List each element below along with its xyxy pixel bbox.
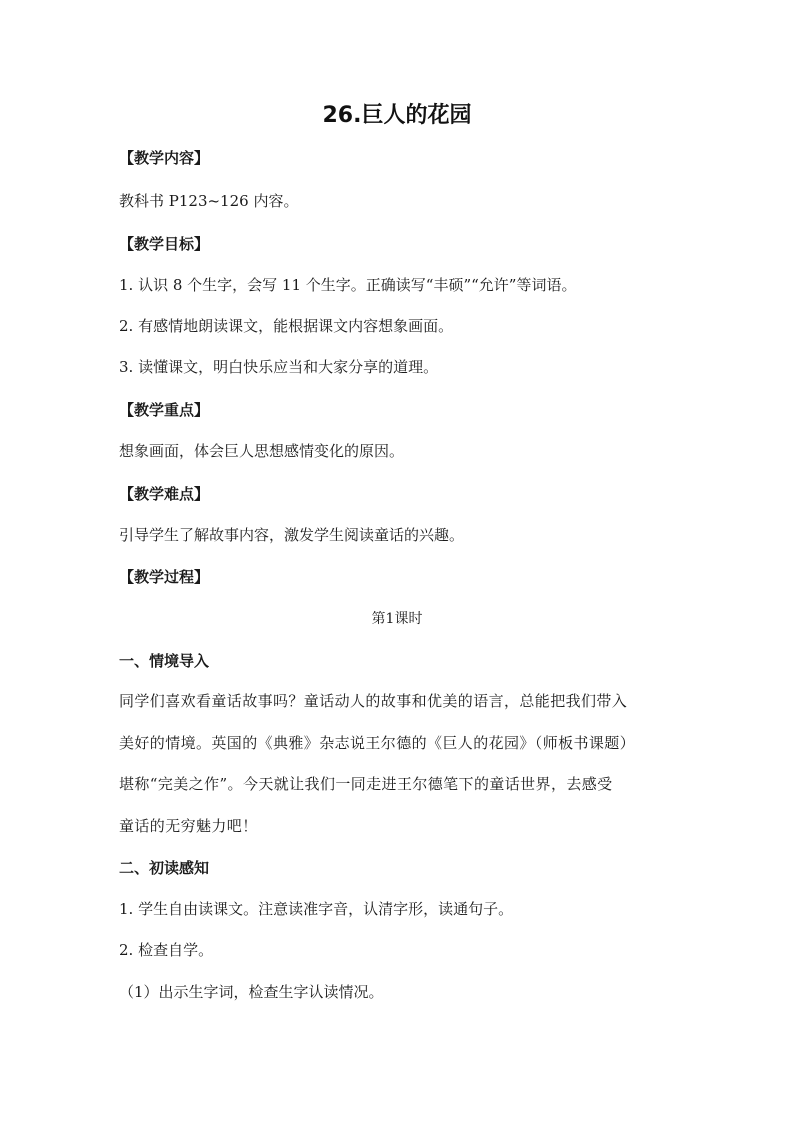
reading-item-2: 2. 检查自学。 xyxy=(119,941,214,959)
paragraph-intro-line-1: 同学们喜欢看童话故事吗？童话动人的故事和优美的语言，总能把我们带入 xyxy=(119,692,628,710)
paragraph-difficulties: 引导学生了解故事内容，激发学生阅读童话的兴趣。 xyxy=(119,526,465,544)
paragraph-content: 教科书 P123~126 内容。 xyxy=(119,192,299,210)
paragraph-intro-line-4: 童话的无穷魅力吧！ xyxy=(119,817,258,835)
paragraph-intro-line-3: 堪称“完美之作”。今天就让我们一同走进王尔德笔下的童话世界，去感受 xyxy=(119,775,613,793)
reading-subitem-1: （1）出示生字词，检查生字认读情况。 xyxy=(119,983,384,1001)
goal-item-2: 2. 有感情地朗读课文，能根据课文内容想象画面。 xyxy=(119,317,454,335)
section-heading-key-points: 【教学重点】 xyxy=(119,401,210,419)
section-heading-difficulties: 【教学难点】 xyxy=(119,485,210,503)
part-heading-first-reading: 二、初读感知 xyxy=(119,859,210,877)
section-heading-process: 【教学过程】 xyxy=(119,568,210,586)
paragraph-key-points: 想象画面，体会巨人思想感情变化的原因。 xyxy=(119,442,405,460)
lesson-label: 第1课时 xyxy=(371,611,423,627)
goal-item-1: 1. 认识 8 个生字，会写 11 个生字。正确读写“丰硕”“允许”等词语。 xyxy=(119,276,577,294)
paragraph-intro-line-2: 美好的情境。英国的《典雅》杂志说王尔德的《巨人的花园》（师板书课题） xyxy=(119,734,636,752)
reading-item-1: 1. 学生自由读课文。注意读准字音，认清字形，读通句子。 xyxy=(119,900,514,918)
document-title: 26.巨人的花园 xyxy=(322,103,472,128)
section-heading-goals: 【教学目标】 xyxy=(119,235,210,253)
goal-item-3: 3. 读懂课文，明白快乐应当和大家分享的道理。 xyxy=(119,358,439,376)
section-heading-content: 【教学内容】 xyxy=(119,149,210,167)
part-heading-intro: 一、情境导入 xyxy=(119,652,210,670)
